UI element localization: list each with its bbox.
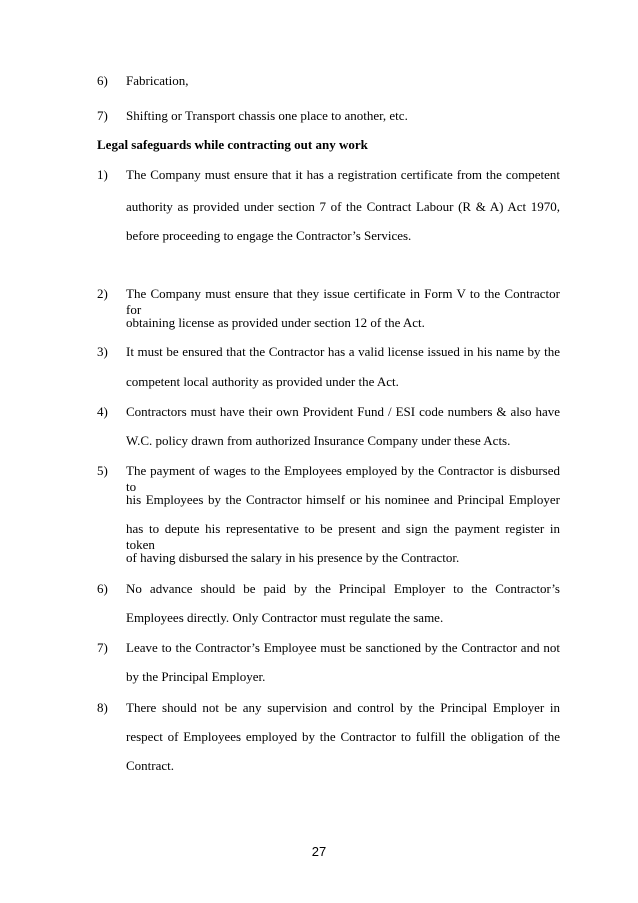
item-number: 8) <box>97 700 108 715</box>
item-text-line: competent local authority as provided under the Act. <box>126 374 399 389</box>
item-text-line: Contract. <box>126 758 175 773</box>
item-text-line: The payment of wages to the Employees employed by the Contractor is disbursed to <box>126 463 560 494</box>
item-number: 3) <box>97 344 108 359</box>
item-text-line: W.C. policy drawn from authorized Insurance Company under these Acts. <box>126 433 511 448</box>
item-text-line: There should not be any supervision and control by the Principal Employer in <box>126 700 560 715</box>
item-number: 1) <box>97 167 108 182</box>
item-text-line: It must be ensured that the Contractor has a valid license issued in his name by the <box>126 344 560 359</box>
item-text-line: has to depute his representative to be present and sign the payment register in token <box>126 521 560 552</box>
item-number: 2) <box>97 286 108 301</box>
item-text-line: No advance should be paid by the Principal Employer to the Contractor’s <box>126 581 560 596</box>
item-text-line: respect of Employees employed by the Contractor to fulfill the obligation of the <box>126 729 560 744</box>
page-number: 27 <box>311 844 327 859</box>
item-number: 4) <box>97 404 108 419</box>
item-text-line: Employees directly. Only Contractor must regulate the same. <box>126 610 444 625</box>
item-text-line: before proceeding to engage the Contractor’s Services. <box>126 228 412 243</box>
item-number: 5) <box>97 463 108 478</box>
item-text: Shifting or Transport chassis one place to another, etc. <box>126 108 408 123</box>
item-text-line: by the Principal Employer. <box>126 669 266 684</box>
item-text-line: Leave to the Contractor’s Employee must be sanctioned by the Contractor and not <box>126 640 560 655</box>
item-number: 7) <box>97 108 108 123</box>
item-number: 6) <box>97 73 108 88</box>
item-text-line: authority as provided under section 7 of the Contract Labour (R & A) Act 1970, <box>126 199 560 214</box>
item-text-line: his Employees by the Contractor himself or his nominee and Principal Employer <box>126 492 560 507</box>
item-text-line: of having disbursed the salary in his presence by the Contractor. <box>126 550 460 565</box>
section-heading: Legal safeguards while contracting out any work <box>97 137 368 152</box>
item-number: 6) <box>97 581 108 596</box>
item-text-line: The Company must ensure that they issue certificate in Form V to the Contractor for <box>126 286 560 317</box>
item-text-line: obtaining license as provided under section 12 of the Act. <box>126 315 425 330</box>
item-text-line: Contractors must have their own Provident Fund / ESI code numbers & also have <box>126 404 560 419</box>
item-text-line: The Company must ensure that it has a registration certificate from the competent <box>126 167 560 182</box>
item-text: Fabrication, <box>126 73 189 88</box>
item-number: 7) <box>97 640 108 655</box>
